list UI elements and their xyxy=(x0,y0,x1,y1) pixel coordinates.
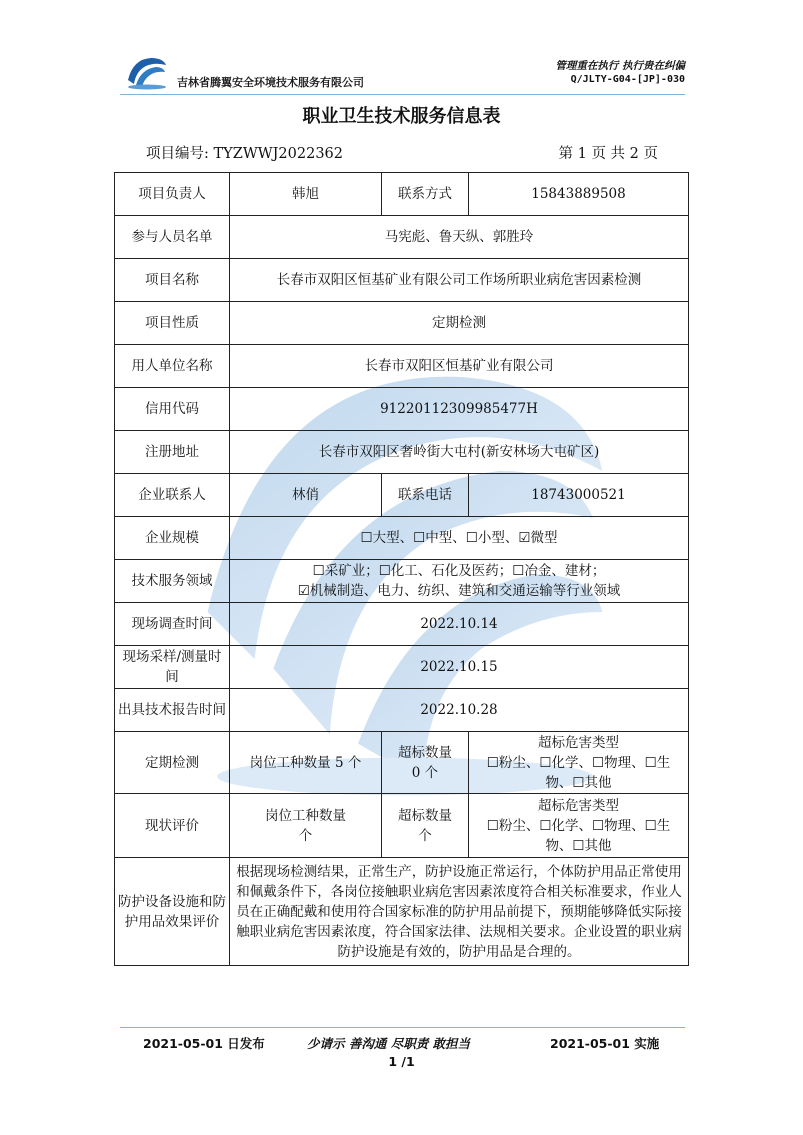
table-row xyxy=(115,173,689,216)
enterprise-contact-value: 林俏 xyxy=(230,474,382,517)
employer-label: 用人单位名称 xyxy=(115,345,230,388)
members-value: 马宪彪、鲁天纵、郭胜玲 xyxy=(230,216,689,259)
status-type-line-1: ☐粉尘、☐化学、☐物理、☐生 xyxy=(486,817,671,834)
domain-line-1: ☐采矿业；☐化工、石化及医药；☐冶金、建材； xyxy=(312,563,606,579)
scale-label: 企业规模 xyxy=(115,517,230,560)
page-header xyxy=(125,52,685,94)
sampling-value: 2022.10.15 xyxy=(230,646,689,689)
protection-text: 根据现场检测结果，正常生产，防护设施正常运行，个体防护用品正常使用和佩戴条件下，各岗位接触职业病危害因素浓度符合相关标准要求，作业人员在正确配戴和使用符合国家标准的防护用品前提下，预期能够降低实际接触职业病危害因素浓度，符合国家法律、法规相关要求。企业设置的职业病防护设施是有效的，防护用品是合理的。 xyxy=(230,858,689,966)
status-exceed xyxy=(382,794,469,858)
table-row xyxy=(115,216,689,259)
periodic-types xyxy=(469,732,689,794)
periodic-exceed-label: 超标数量 xyxy=(398,744,452,761)
header-slogan: 管理重在执行 执行贵在纠偏 xyxy=(555,60,685,72)
table-row xyxy=(115,259,689,302)
enterprise-phone-label: 联系电话 xyxy=(382,474,469,517)
page-title: 职业卫生技术服务信息表 xyxy=(302,106,501,127)
survey-value: 2022.10.14 xyxy=(230,603,689,646)
footer-divider xyxy=(120,1027,685,1028)
enterprise-phone-value: 18743000521 xyxy=(469,474,689,517)
sampling-label: 现场采样/测量时间 xyxy=(115,646,230,689)
leader-value: 韩旭 xyxy=(230,173,382,216)
status-posts-line-1: 岗位工种数量 xyxy=(265,807,346,824)
periodic-exceed xyxy=(382,732,469,794)
company-name: 吉林省腾翼安全环境技术服务有限公司 xyxy=(177,76,364,89)
periodic-posts: 岗位工种数量 5 个 xyxy=(230,732,382,794)
nature-label: 项目性质 xyxy=(115,302,230,345)
members-label: 参与人员名单 xyxy=(115,216,230,259)
company-logo-icon xyxy=(125,54,169,90)
address-label: 注册地址 xyxy=(115,431,230,474)
project-number: 项目编号: TYZWWJ2022362 xyxy=(146,146,344,162)
table-row xyxy=(115,388,689,431)
table-row xyxy=(115,302,689,345)
status-exceed-value: 个 xyxy=(418,827,432,844)
status-type-line-2: 物、☐其他 xyxy=(545,837,612,854)
leader-label: 项目负责人 xyxy=(115,173,230,216)
domain-value xyxy=(230,560,689,603)
protection-label: 防护设备设施和防护用品效果评价 xyxy=(115,858,230,966)
contact-value: 15843889508 xyxy=(469,173,689,216)
project-name-value: 长春市双阳区恒基矿业有限公司工作场所职业病危害因素检测 xyxy=(230,259,689,302)
project-name-label: 项目名称 xyxy=(115,259,230,302)
status-exceed-label: 超标数量 xyxy=(398,807,452,824)
report-label: 出具技术报告时间 xyxy=(115,689,230,732)
domain-label: 技术服务领域 xyxy=(115,560,230,603)
domain-line-2: ☑机械制造、电力、纺织、建筑和交通运输等行业领域 xyxy=(297,583,621,599)
status-posts-line-2: 个 xyxy=(298,827,313,844)
periodic-label: 定期检测 xyxy=(115,732,230,794)
periodic-type-line-1: ☐粉尘、☐化学、☐物理、☐生 xyxy=(486,754,671,771)
status-label: 现状评价 xyxy=(115,794,230,858)
table-row xyxy=(115,732,689,794)
implement-date: 2021-05-01 实施 xyxy=(550,1036,660,1051)
table-row xyxy=(115,345,689,388)
status-type-title: 超标危害类型 xyxy=(538,797,619,814)
address-value: 长春市双阳区奢岭街大屯村(新安林场大屯矿区) xyxy=(230,431,689,474)
publish-date: 2021-05-01 日发布 xyxy=(143,1036,265,1051)
header-divider xyxy=(120,94,685,95)
table-row xyxy=(115,858,689,966)
table-row xyxy=(115,689,689,732)
scale-value: ☐大型、☐中型、☐小型、☑微型 xyxy=(230,517,689,560)
table-row xyxy=(115,560,689,603)
periodic-exceed-value: 0 个 xyxy=(411,764,439,781)
enterprise-contact-label: 企业联系人 xyxy=(115,474,230,517)
table-row xyxy=(115,517,689,560)
survey-label: 现场调查时间 xyxy=(115,603,230,646)
status-types xyxy=(469,794,689,858)
footer-page-number: 1 /1 xyxy=(388,1054,415,1069)
periodic-type-line-2: 物、☐其他 xyxy=(545,774,612,791)
document-code: Q/JLTY-G04-[JP]-030 xyxy=(570,74,685,85)
report-value: 2022.10.28 xyxy=(230,689,689,732)
footer-motto: 少请示 善沟通 尽职责 敢担当 xyxy=(307,1036,471,1051)
status-posts xyxy=(230,794,382,858)
credit-label: 信用代码 xyxy=(115,388,230,431)
table-row xyxy=(115,646,689,689)
contact-label: 联系方式 xyxy=(382,173,469,216)
table-row xyxy=(115,431,689,474)
table-row xyxy=(115,474,689,517)
credit-value: 91220112309985477H xyxy=(230,388,689,431)
periodic-type-title: 超标危害类型 xyxy=(538,734,619,751)
table-row xyxy=(115,603,689,646)
page-info: 第 1 页 共 2 页 xyxy=(558,146,658,162)
info-table xyxy=(114,172,689,966)
nature-value: 定期检测 xyxy=(230,302,689,345)
employer-value: 长春市双阳区恒基矿业有限公司 xyxy=(230,345,689,388)
table-row xyxy=(115,794,689,858)
